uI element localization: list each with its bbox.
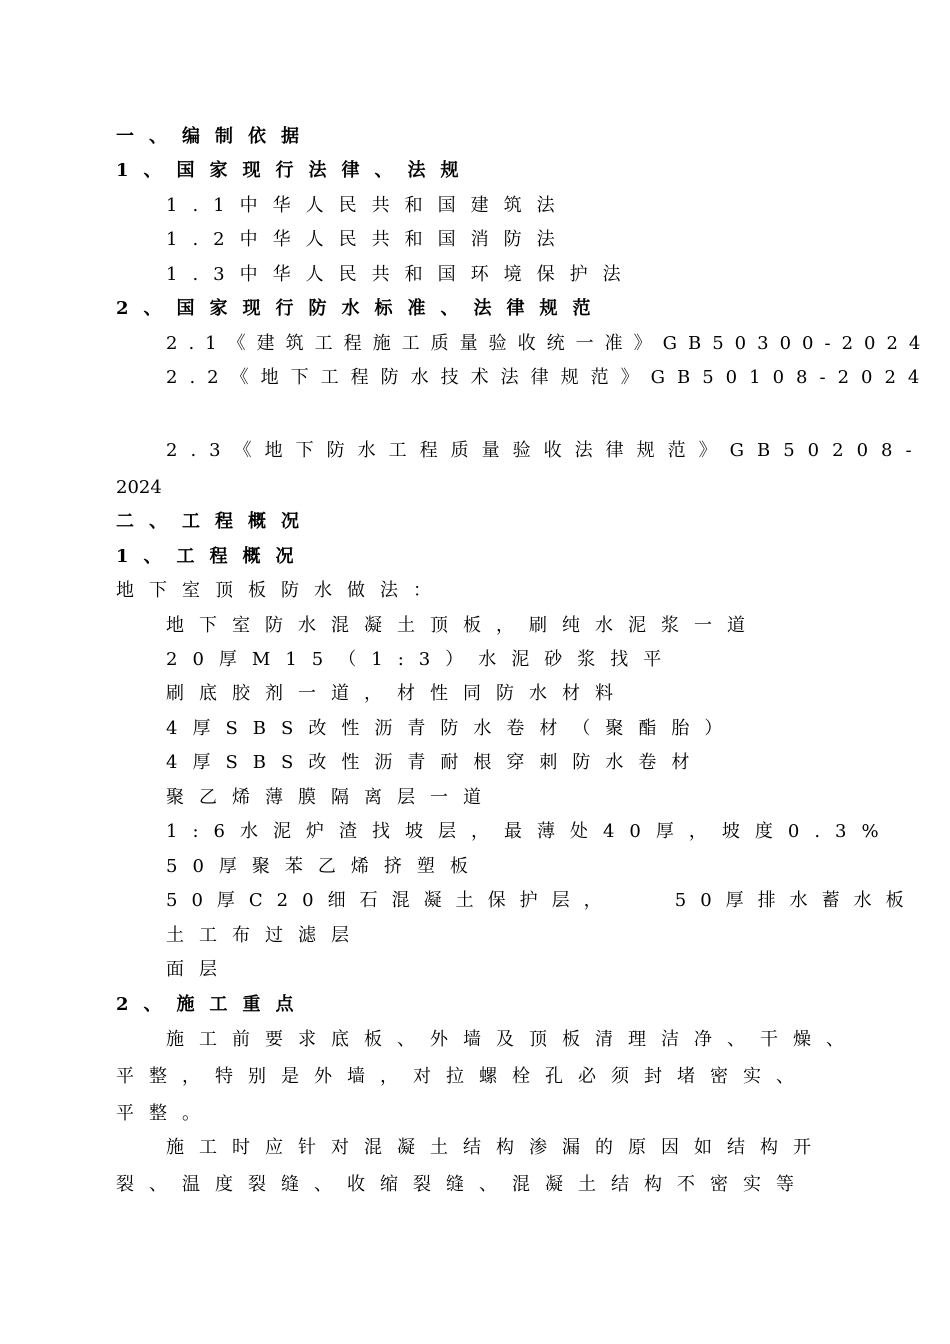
paragraph-line: 平整。 (116, 1103, 215, 1124)
roof-intro-text: 地下室顶板防水做法： (116, 580, 446, 601)
section-heading-basis: 一、编制依据 (116, 126, 314, 147)
subsection-heading-key-points: 2、施工重点 (116, 994, 309, 1015)
layer-item: 50厚C20细石混凝土保护层， 50厚排水蓄水板 (166, 890, 918, 911)
standard-item: 2.2《地下工程防水技术法律规范》GB50108-2024 (166, 367, 932, 388)
standard-item: 2.1《建筑工程施工质量验收统一准》GB50300-2024 (166, 333, 932, 354)
section-heading-overview: 二、工程概况 (116, 511, 314, 532)
layer-item: 20厚M15（1:3）水泥砂浆找平 (166, 649, 677, 670)
subsection-heading-laws: 1、国家现行法律、法规 (116, 160, 474, 181)
subsection-heading-overview: 1、工程概况 (116, 546, 309, 567)
layer-item: 地下室防水混凝土顶板，刷纯水泥浆一道 (166, 615, 760, 636)
paragraph-line: 裂、温度裂缝、收缩裂缝、混凝土结构不密实等 (116, 1174, 809, 1195)
standard-item-continuation: 2024 (116, 477, 162, 498)
layer-item: 面层 (166, 959, 232, 980)
paragraph-line: 平整，特别是外墙，对拉螺栓孔必须封堵密实、 (116, 1066, 809, 1087)
layer-item: 4厚SBS改性沥青耐根穿刺防水卷材 (166, 752, 705, 773)
layer-item: 1:6水泥炉渣找坡层，最薄处40厚，坡度0.3% (166, 821, 894, 842)
layer-item: 土工布过滤层 (166, 925, 364, 946)
subsection-heading-standards: 2、国家现行防水标准、法律规范 (116, 298, 606, 319)
law-item: 1.1中华人民共和国建筑法 (166, 195, 570, 216)
law-item: 1.3中华人民共和国环境保护法 (166, 264, 636, 285)
layer-item: 50厚聚苯乙烯挤塑板 (166, 856, 483, 877)
layer-item: 刷底胶剂一道，材性同防水材料 (166, 683, 628, 704)
paragraph-line: 施工时应针对混凝土结构渗漏的原因如结构开 (166, 1137, 826, 1158)
standard-item: 2.3《地下防水工程质量验收法律规范》GB50208- (166, 440, 925, 461)
law-item: 1.2中华人民共和国消防法 (166, 229, 570, 250)
layer-item: 4厚SBS改性沥青防水卷材（聚酯胎） (166, 718, 738, 739)
paragraph-line: 施工前要求底板、外墙及顶板清理洁净、干燥、 (166, 1029, 859, 1050)
layer-item: 聚乙烯薄膜隔离层一道 (166, 787, 496, 808)
